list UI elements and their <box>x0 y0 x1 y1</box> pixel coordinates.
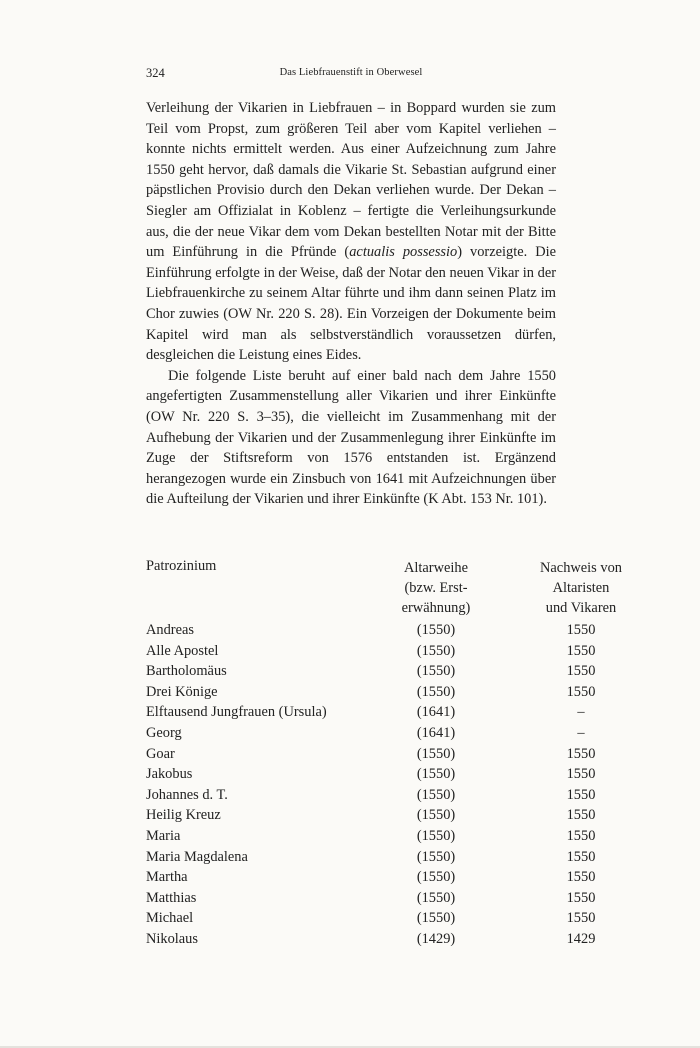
table-row <box>146 867 596 888</box>
cell-nachweis: 1550 <box>566 622 596 638</box>
cell-patrozinium: Maria Magdalena <box>146 848 248 865</box>
cell-patrozinium: Alle Apostel <box>146 642 219 659</box>
cell-nachweis: 1550 <box>566 786 596 803</box>
cell-altarweihe: (1550) <box>416 766 456 783</box>
paragraph-1-part-a: Verleihung der Vikarien in Liebfrauen – in Boppard wurden sie zum Teil vom Propst, zum größeren Teil aber vom Kapitel verliehen – konnte nichts ermittelt werden. Aus einer Aufzeichnung zum Jahre 1550 geht hervor, daß damals die Vikarie St. Sebastian aufgrund einer päpstlichen Provisio durch den Dekan verliehen wurde. Der Dekan – Siegler am Offizialat in Koblenz – fertigte die Verleihungsurkunde aus, die der neue Vikar dem vom Dekan bestellten Notar mit der Bitte um Einführung in die Pfründe ( <box>146 100 556 261</box>
paragraph-1 <box>146 98 556 366</box>
table-row <box>146 682 596 703</box>
cell-nachweis: 1550 <box>566 827 596 844</box>
table-row <box>146 826 596 847</box>
header-nachweis-line-1: Nachweis von <box>540 560 622 576</box>
cell-altarweihe: (1550) <box>416 889 456 906</box>
cell-altarweihe: (1550) <box>416 807 456 824</box>
cell-nachweis: 1550 <box>566 745 596 762</box>
paragraph-1-part-b: ) vorzeigte. Die Einführung erfolgte in der Weise, daß der Notar den neuen Vikar in der Liebfrauenkirche zu seinem Altar führte und ihm dann seinen Platz im Chor zuwies (OW Nr. 220 S. 28). Ein Vorzeigen der Dokumente beim Kapitel wird man als selbstverständlich voraussetzen dürfen, desgleichen die Leistung eines Eides. <box>146 244 556 364</box>
paragraph-1-italic: actualis possessio <box>349 244 458 261</box>
table-row <box>146 744 596 765</box>
cell-altarweihe: (1550) <box>416 745 456 762</box>
table-row <box>146 785 596 806</box>
cell-altarweihe: (1550) <box>416 827 456 844</box>
cell-altarweihe: (1550) <box>416 663 456 680</box>
cell-patrozinium: Martha <box>146 869 188 886</box>
header-nachweis <box>526 558 636 618</box>
table-row <box>146 641 596 662</box>
table-row <box>146 888 596 909</box>
cell-patrozinium: Matthias <box>146 889 197 906</box>
cell-altarweihe: (1641) <box>416 704 456 721</box>
table-row <box>146 929 596 950</box>
cell-nachweis: 1429 <box>566 930 596 947</box>
cell-nachweis: – <box>577 724 585 741</box>
vikarien-table <box>146 558 622 950</box>
cell-nachweis: 1550 <box>566 683 596 700</box>
header-nachweis-line-3: und Vikaren <box>545 600 617 616</box>
cell-nachweis: 1550 <box>566 663 596 680</box>
table-row <box>146 908 596 929</box>
cell-nachweis: 1550 <box>566 848 596 865</box>
cell-altarweihe: (1641) <box>416 724 456 741</box>
cell-patrozinium: Johannes d. T. <box>146 786 228 803</box>
table-row <box>146 620 596 641</box>
cell-altarweihe: (1550) <box>416 622 456 638</box>
header-patrozinium: Patrozinium <box>146 558 217 574</box>
paragraph-2: Die folgende Liste beruht auf einer bald nach dem Jahre 1550 angefertigten Zusammenstellung aller Vikarien und ihrer Einkünfte (OW Nr. 220 S. 3–35), die vielleicht im Zusammenhang mit der Aufhebung der Vikarien und der Zusammenlegung ihrer Einkünfte im Zuge der Stiftsreform von 1576 entstanden ist. Ergänzend herangezogen wurde ein Zinsbuch von 1641 mit Aufzeichnungen über die Aufteilung der Vikarien und ihrer Einkünfte (K Abt. 153 Nr. 101). <box>146 367 556 508</box>
cell-patrozinium: Nikolaus <box>146 930 198 947</box>
cell-patrozinium: Georg <box>146 724 182 741</box>
header-altarweihe-line-3: erwähnung) <box>401 600 471 616</box>
cell-nachweis: – <box>577 704 585 721</box>
cell-altarweihe: (1550) <box>416 642 456 659</box>
cell-altarweihe: (1550) <box>416 848 456 865</box>
header-altarweihe <box>386 558 486 618</box>
cell-patrozinium: Bartholomäus <box>146 663 227 680</box>
cell-patrozinium: Jakobus <box>146 766 193 783</box>
cell-patrozinium: Michael <box>146 910 194 927</box>
table-row <box>146 723 585 744</box>
table-row <box>146 661 596 682</box>
table-row <box>146 702 585 723</box>
cell-nachweis: 1550 <box>566 642 596 659</box>
cell-altarweihe: (1550) <box>416 910 456 927</box>
cell-nachweis: 1550 <box>566 869 596 886</box>
header-altarweihe-line-2: (bzw. Erst- <box>404 580 468 596</box>
cell-altarweihe: (1550) <box>416 786 456 803</box>
cell-altarweihe: (1550) <box>416 869 456 886</box>
cell-patrozinium: Maria <box>146 827 181 844</box>
table-row <box>146 764 596 785</box>
cell-patrozinium: Heilig Kreuz <box>146 807 221 824</box>
cell-nachweis: 1550 <box>566 910 596 927</box>
table-row <box>146 805 596 826</box>
cell-nachweis: 1550 <box>566 889 596 906</box>
header-nachweis-line-2: Altaristen <box>552 580 610 596</box>
page-number: 324 <box>146 66 165 80</box>
page-header <box>146 66 556 86</box>
body-text <box>146 98 556 510</box>
table-header <box>146 558 622 620</box>
cell-nachweis: 1550 <box>566 766 596 783</box>
cell-patrozinium: Andreas <box>146 622 194 638</box>
cell-patrozinium: Goar <box>146 745 175 762</box>
table-row <box>146 847 596 868</box>
running-title: Das Liebfrauenstift in Oberwesel <box>279 67 423 78</box>
cell-nachweis: 1550 <box>566 807 596 824</box>
header-altarweihe-line-1: Altarweihe <box>404 560 468 576</box>
cell-altarweihe: (1429) <box>416 930 456 947</box>
cell-patrozinium: Elftausend Jungfrauen (Ursula) <box>146 704 327 721</box>
cell-patrozinium: Drei Könige <box>146 683 218 700</box>
cell-altarweihe: (1550) <box>416 683 456 700</box>
